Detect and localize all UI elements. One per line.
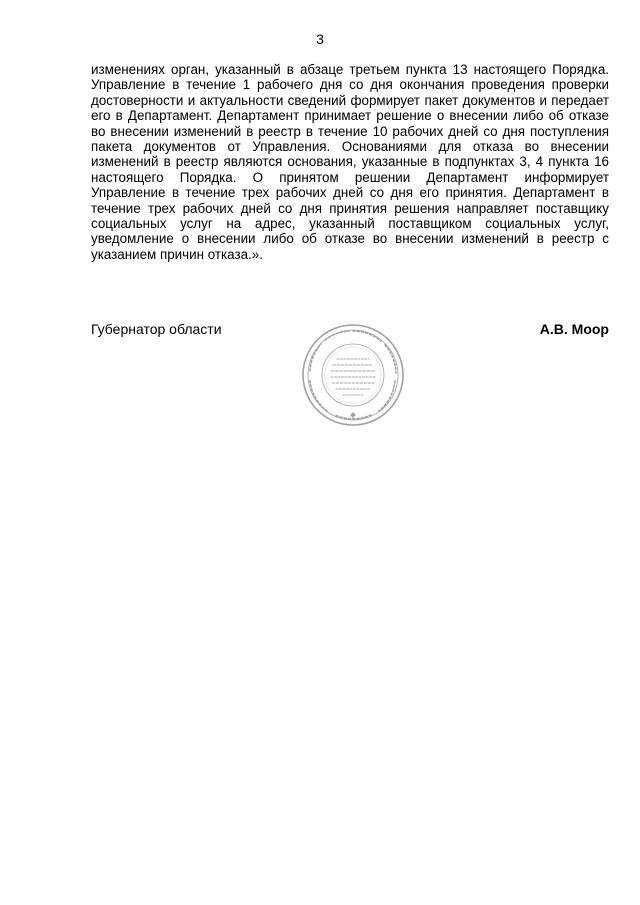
body-paragraph: изменениях орган, указанный в абзаце третьем пункта 13 настоящего Порядка. Управление в течение 1 рабочего дня со дня окончания проведения проверки достоверности и актуальности сведений формирует пакет документов и передает его в Департамент. Департамент принимает решение о внесении либо об отказе во внесении изменений в реестр в течение 10 рабочих дней со дня поступления пакета документов от Управления. Основаниями для отказа во внесении изменений в реестр являются основания, указанные в подпунктах 3, 4 пункта 16 настоящего Порядка. О принятом решении Департамент информирует Управление в течение трех рабочих дней со дня его принятия. Департамент в течение трех рабочих дней со дня принятия решения направляет поставщику социальных услуг на адрес, указанный поставщиком социальных услуг, уведомление о внесении либо об отказе во внесении изменений в реестр с указанием причин отказа.».: [91, 62, 609, 262]
official-seal-icon: [301, 323, 405, 427]
signer-name: А.В. Моор: [539, 321, 609, 337]
page-number: 3: [316, 31, 324, 47]
signer-position: Губернатор области: [91, 321, 222, 337]
